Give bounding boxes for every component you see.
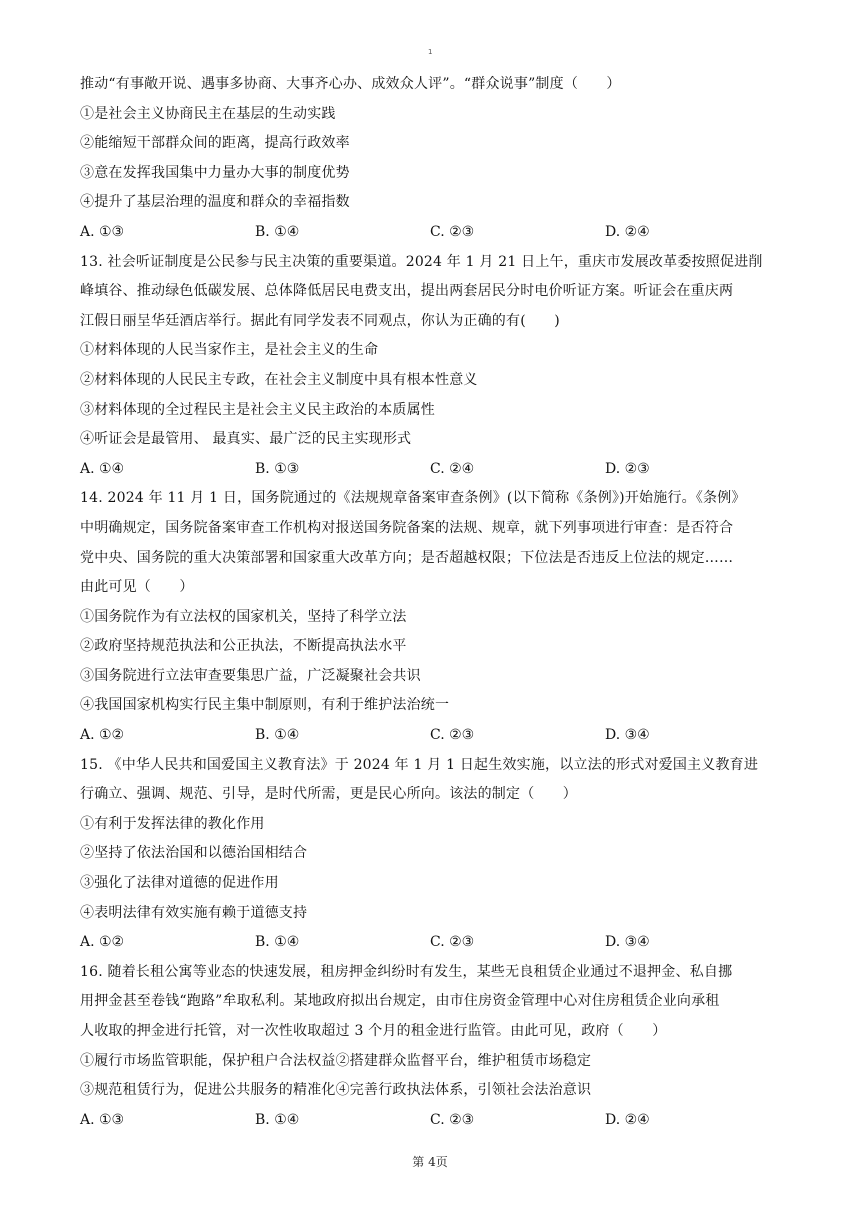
question-12 xyxy=(80,70,780,248)
statement: ④提升了基层治理的温度和群众的幸福指数 xyxy=(80,194,350,211)
answer-options xyxy=(80,455,780,485)
option-d: D. ②③ xyxy=(605,460,650,477)
option-b: B. ①④ xyxy=(255,934,300,951)
statement: ①有利于发挥法律的教化作用 xyxy=(80,815,265,832)
option-c: C. ②③ xyxy=(430,934,475,951)
answer-options xyxy=(80,1106,780,1136)
option-a: A. ①③ xyxy=(80,223,125,240)
option-a: A. ①③ xyxy=(80,1111,125,1128)
option-a: A. ①② xyxy=(80,727,125,744)
option-c: C. ②④ xyxy=(430,460,475,477)
statement: ①材料体现的人民当家作主，是社会主义的生命 xyxy=(80,342,379,359)
question-16 xyxy=(80,958,780,1136)
question-text-line: 行确立、强调、规范、引导，是时代所需，更是民心所向。该法的制定（ ） xyxy=(80,786,577,803)
statement: ③材料体现的全过程民主是社会主义民主政治的本质属性 xyxy=(80,401,435,418)
option-b: B. ①③ xyxy=(255,460,300,477)
option-d: D. ②④ xyxy=(605,1111,650,1128)
page-mark: 1 xyxy=(428,48,433,56)
statement: ②坚持了依法治国和以德治国相结合 xyxy=(80,845,308,862)
statement: ③强化了法律对道德的促进作用 xyxy=(80,875,279,892)
question-13 xyxy=(80,248,780,485)
option-a: A. ①④ xyxy=(80,460,125,477)
statement: ①履行市场监管职能，保护租户合法权益②搭建群众监督平台，维护租赁市场稳定 xyxy=(80,1052,592,1069)
statement: ④表明法律有效实施有赖于道德支持 xyxy=(80,904,308,921)
statement: ①是社会主义协商民主在基层的生动实践 xyxy=(80,105,336,122)
option-c: C. ②③ xyxy=(430,727,475,744)
statement: ④我国国家机构实行民主集中制原则，有利于维护法治统一 xyxy=(80,697,450,714)
page-number: 第 4页 xyxy=(412,1155,448,1169)
question-text-line: 由此可见（ ） xyxy=(80,579,194,596)
question-text-line: 用押金甚至卷钱“跑路”牟取私利。某地政府拟出台规定，由市住房资金管理中心对住房租赁企业向承租 xyxy=(80,993,720,1010)
option-b: B. ①④ xyxy=(255,1111,300,1128)
question-14 xyxy=(80,484,780,750)
option-c: C. ②③ xyxy=(430,223,475,240)
statement: ③国务院进行立法审查要集思广益，广泛凝聚社会共识 xyxy=(80,667,421,684)
question-text-line: 中明确规定，国务院备案审查工作机构对报送国务院备案的法规、规章，就下列事项进行审查：是否符合 xyxy=(80,519,734,536)
statement: ④听证会是最管用、 最真实、最广泛的民主实现形式 xyxy=(80,431,412,448)
option-c: C. ②③ xyxy=(430,1111,475,1128)
question-text-line: 14. 2024 年 11 月 1 日，国务院通过的《法规规章备案审查条例》(以下简称《条例》)开始施行。《条例》 xyxy=(80,490,746,507)
option-b: B. ①④ xyxy=(255,727,300,744)
statement: ②政府坚持规范执法和公正执法，不断提高执法水平 xyxy=(80,638,407,655)
statement: ①国务院作为有立法权的国家机关，坚持了科学立法 xyxy=(80,608,407,625)
question-list xyxy=(80,70,780,1135)
answer-options xyxy=(80,218,780,248)
answer-options xyxy=(80,928,780,958)
statement: ②材料体现的人民民主专政，在社会主义制度中具有根本性意义 xyxy=(80,371,478,388)
question-text-line: 党中央、国务院的重大决策部署和国家重大改革方向；是否超越权限；下位法是否违反上位法的规定…… xyxy=(80,549,734,566)
question-text-line: 16. 随着长租公寓等业态的快速发展，租房押金纠纷时有发生，某些无良租赁企业通过不退押金、私自挪 xyxy=(80,963,733,980)
option-d: D. ②④ xyxy=(605,223,650,240)
question-text-line: 峰填谷、推动绿色低碳发展、总体降低居民电费支出，提出两套居民分时电价听证方案。听证会在重庆两 xyxy=(80,283,734,300)
question-text-line: 15. 《中华人民共和国爱国主义教育法》于 2024 年 1 月 1 日起生效实施，以立法的形式对爱国主义教育进 xyxy=(80,756,759,773)
statement: ③意在发挥我国集中力量办大事的制度优势 xyxy=(80,164,350,181)
question-15 xyxy=(80,751,780,958)
question-text-line: 人收取的押金进行托管，对一次性收取超过 3 个月的租金进行监管。由此可见，政府（ ） xyxy=(80,1023,667,1039)
answer-options xyxy=(80,721,780,751)
option-a: A. ①② xyxy=(80,934,125,951)
option-d: D. ③④ xyxy=(605,727,650,744)
question-text-line: 推动“有事敞开说、遇事多协商、大事齐心办、成效众人评”。“群众说事”制度（ ） xyxy=(80,76,621,92)
statement: ②能缩短干部群众间的距离，提高行政效率 xyxy=(80,135,350,152)
question-text-line: 江假日丽呈华廷酒店举行。据此有同学发表不同观点，你认为正确的有( ) xyxy=(80,312,560,329)
option-d: D. ③④ xyxy=(605,934,650,951)
option-b: B. ①④ xyxy=(255,223,300,240)
statement: ③规范租赁行为，促进公共服务的精准化④完善行政执法体系，引领社会法治意识 xyxy=(80,1082,592,1099)
question-text-line: 13. 社会听证制度是公民参与民主决策的重要渠道。2024 年 1 月 21 日上午，重庆市发展改革委按照促进削 xyxy=(80,253,763,270)
